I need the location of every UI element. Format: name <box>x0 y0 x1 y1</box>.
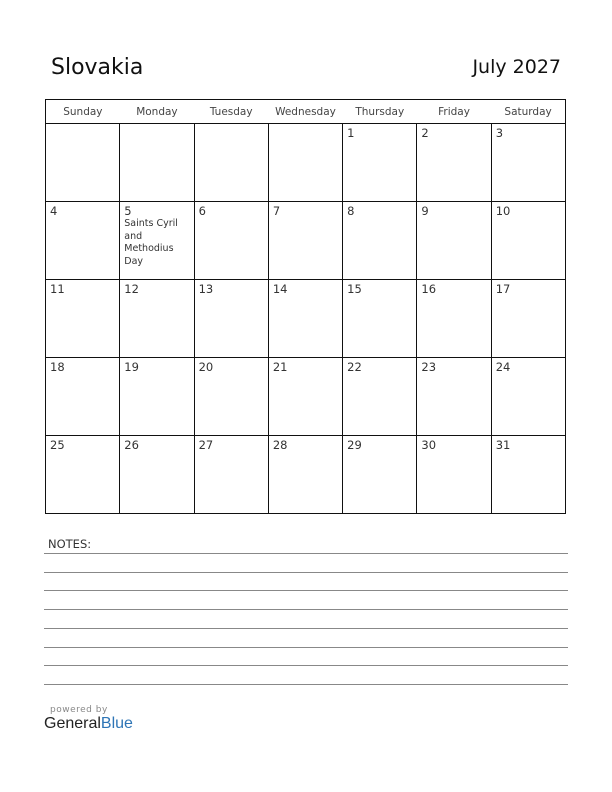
day-number: 3 <box>495 126 504 140</box>
day-number: 10 <box>495 204 511 218</box>
day-number: 7 <box>272 204 281 218</box>
day-number: 14 <box>272 282 288 296</box>
day-cell <box>343 202 417 280</box>
calendar-grid <box>45 99 566 514</box>
note-line <box>44 553 568 554</box>
day-cell <box>120 202 194 280</box>
empty-day-cell <box>194 124 268 202</box>
day-cell <box>417 124 491 202</box>
day-number: 9 <box>421 204 429 218</box>
note-line <box>44 572 568 573</box>
day-cell <box>417 202 491 280</box>
day-number: 2 <box>421 126 429 140</box>
day-cell <box>194 202 268 280</box>
day-cell <box>268 436 342 514</box>
weekday-tuesday: Tuesday <box>194 100 268 124</box>
day-cell <box>417 280 491 358</box>
empty-day-cell <box>120 124 194 202</box>
day-cell <box>268 280 342 358</box>
notes-label: NOTES: <box>48 537 92 551</box>
country-title: Slovakia <box>51 55 144 80</box>
day-cell <box>120 358 194 436</box>
day-cell <box>194 280 268 358</box>
weekday-friday: Friday <box>417 100 491 124</box>
week-row <box>46 124 566 202</box>
day-number: 19 <box>124 360 139 374</box>
month-year-title: July 2027 <box>472 56 561 78</box>
day-number: 24 <box>495 360 511 374</box>
empty-day-cell <box>268 124 342 202</box>
week-row <box>46 436 566 514</box>
day-number: 20 <box>198 360 214 374</box>
day-cell <box>46 202 120 280</box>
day-number: 8 <box>347 204 355 218</box>
day-number: 18 <box>50 360 65 374</box>
day-number: 31 <box>495 438 511 452</box>
day-cell <box>417 436 491 514</box>
day-cell <box>491 280 565 358</box>
weekday-sunday: Sunday <box>46 100 120 124</box>
week-row <box>46 358 566 436</box>
week-row <box>46 280 566 358</box>
day-number: 26 <box>124 438 139 452</box>
brand-general: General <box>44 715 101 732</box>
day-cell <box>491 202 565 280</box>
note-line <box>44 590 568 591</box>
empty-day-cell <box>46 124 120 202</box>
note-line <box>44 647 568 648</box>
weekday-saturday: Saturday <box>491 100 565 124</box>
day-cell <box>194 358 268 436</box>
day-number: 4 <box>50 204 58 218</box>
day-cell <box>268 202 342 280</box>
day-cell <box>46 280 120 358</box>
day-number: 5 <box>124 204 132 218</box>
day-number: 23 <box>421 360 437 374</box>
day-number: 1 <box>347 126 355 140</box>
note-line <box>44 665 568 666</box>
weekday-wednesday: Wednesday <box>268 100 342 124</box>
day-cell <box>46 436 120 514</box>
day-cell <box>343 358 417 436</box>
day-number: 6 <box>198 204 206 218</box>
day-cell <box>120 280 194 358</box>
day-number: 16 <box>421 282 437 296</box>
day-cell <box>343 436 417 514</box>
day-number: 17 <box>495 282 511 296</box>
note-line <box>44 609 568 610</box>
day-number: 13 <box>198 282 214 296</box>
weekday-monday: Monday <box>120 100 194 124</box>
weekday-thursday: Thursday <box>343 100 417 124</box>
day-number: 28 <box>272 438 288 452</box>
day-number: 12 <box>124 282 139 296</box>
day-cell <box>343 124 417 202</box>
brand-name <box>44 715 133 733</box>
day-cell <box>120 436 194 514</box>
day-cell <box>194 436 268 514</box>
day-number: 22 <box>347 360 362 374</box>
day-cell <box>343 280 417 358</box>
day-number: 25 <box>50 438 65 452</box>
day-cell <box>491 358 565 436</box>
day-cell <box>417 358 491 436</box>
day-number: 11 <box>50 282 65 296</box>
day-cell <box>46 358 120 436</box>
week-row <box>46 202 566 280</box>
day-cell <box>268 358 342 436</box>
weekday-header-row <box>46 100 566 124</box>
day-number: 27 <box>198 438 214 452</box>
day-cell <box>491 124 565 202</box>
day-number: 30 <box>421 438 437 452</box>
generalblue-logo <box>44 705 133 733</box>
powered-by-text: powered by <box>50 705 108 715</box>
day-number: 15 <box>347 282 362 296</box>
note-line <box>44 684 568 685</box>
day-cell <box>491 436 565 514</box>
day-number: 29 <box>347 438 362 452</box>
holiday-label: Saints Cyril and Methodius Day <box>124 218 178 267</box>
note-line <box>44 628 568 629</box>
day-number: 21 <box>272 360 288 374</box>
brand-blue: Blue <box>100 715 133 732</box>
